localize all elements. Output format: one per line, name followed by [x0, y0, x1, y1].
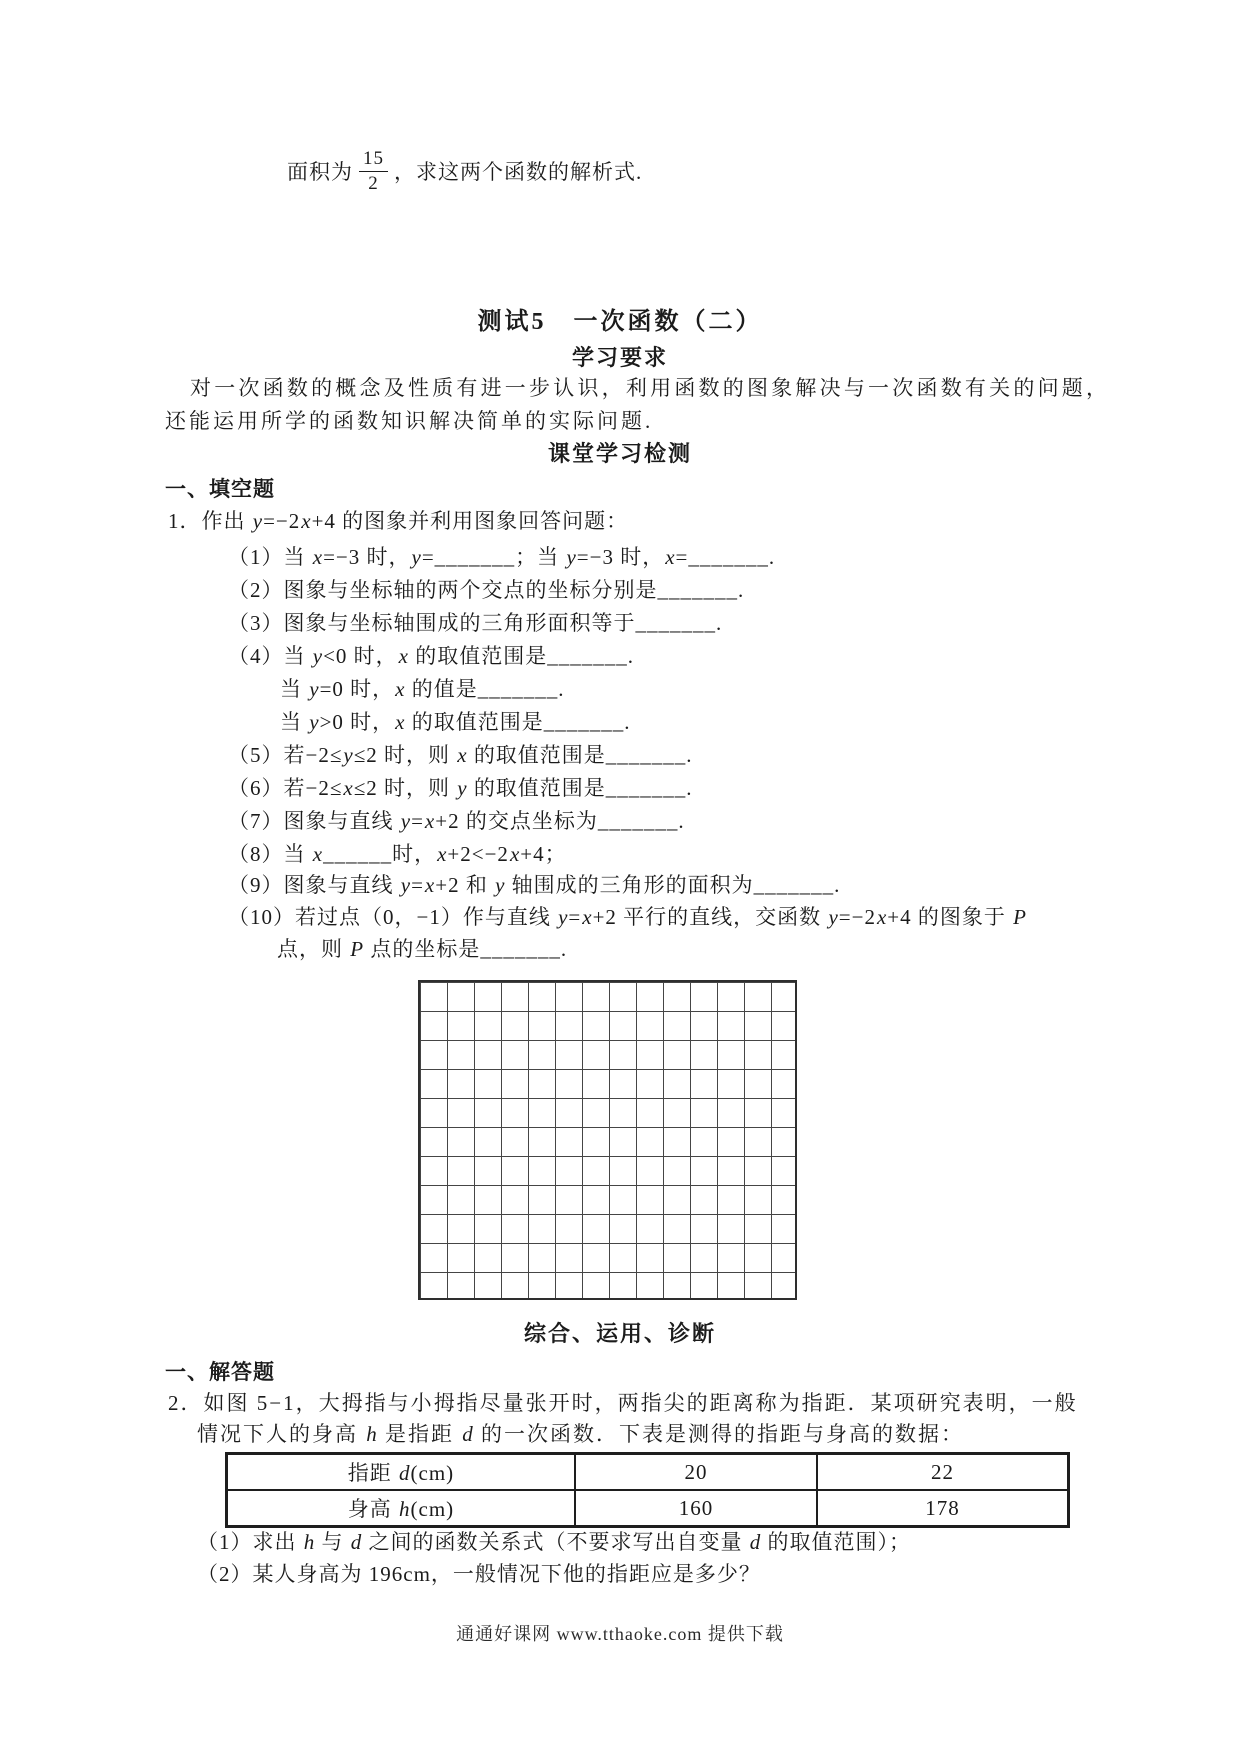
question-2-sub-2: （2）某人身高为 196cm，一般情况下他的指距应是多少？ [197, 1562, 761, 1586]
test-title: 测试5 一次函数（二） [477, 309, 763, 335]
study-requirements-heading: 学习要求 [571, 345, 668, 370]
footer-watermark: 通通好课网 www.tthaoke.com 提供下载 [456, 1624, 784, 1644]
question-1-item-10-cont: 点，则 P 点的坐标是_______. [277, 937, 568, 961]
span-value-1: 20 [575, 1454, 817, 1491]
graph-grid [418, 980, 797, 1300]
table-row-span [227, 1454, 1069, 1491]
row-label-span: 指距 d(cm) [227, 1454, 575, 1491]
fill-in-section-heading: 一、填空题 [165, 477, 275, 501]
height-value-1: 160 [575, 1490, 817, 1527]
question-1-item-9: （9）图象与直线 y=x+2 和 y 轴围成的三角形的面积为_______. [228, 873, 841, 897]
question-1-item-2: （2）图象与坐标轴的两个交点的坐标分别是_______. [228, 578, 745, 602]
question-1-item-6: （6）若−2≤x≤2 时，则 y 的取值范围是_______. [228, 776, 693, 800]
question-1-item-4b: 当 y=0 时，x 的值是_______. [280, 677, 565, 701]
question-1-item-10: （10）若过点（0，−1）作与直线 y=x+2 平行的直线，交函数 y=−2x+4 的图象于 P [228, 905, 1026, 929]
question-1-item-5: （5）若−2≤y≤2 时，则 x 的取值范围是_______. [228, 743, 693, 767]
question-1-item-3: （3）图象与坐标轴围成的三角形面积等于_______. [228, 611, 723, 635]
question-2-line-1: 2．如图 5−1，大拇指与小拇指尽量张开时，两指尖的距离称为指距．某项研究表明，一般 [168, 1391, 1078, 1415]
question-2-sub-1: （1）求出 h 与 d 之间的函数关系式（不要求写出自变量 d 的取值范围）； [197, 1530, 911, 1554]
comprehensive-heading: 综合、运用、诊断 [523, 1321, 716, 1346]
classroom-check-heading: 课堂学习检测 [547, 441, 692, 466]
question-1-item-4: （4）当 y<0 时，x 的取值范围是_______. [228, 644, 634, 668]
question-1-stem: 1．作出 y=−2x+4 的图象并利用图象回答问题： [168, 509, 629, 533]
question-2-line-2: 情况下人的身高 h 是指距 d 的一次函数．下表是测得的指距与身高的数据： [197, 1422, 964, 1446]
intro-suffix: ，求这两个函数的解析式. [394, 160, 643, 184]
fraction-numerator: 15 [359, 148, 388, 172]
question-1-item-4c: 当 y>0 时，x 的取值范围是_______. [280, 710, 631, 734]
question-1-item-8: （8）当 x______时，x+2<−2x+4； [228, 842, 567, 866]
table-row-height [227, 1490, 1069, 1527]
free-response-section-heading: 一、解答题 [165, 1360, 275, 1384]
intro-prefix: 面积为 [287, 160, 353, 184]
row-label-height: 身高 h(cm) [227, 1490, 575, 1527]
question-1-item-1: （1）当 x=−3 时，y=_______；当 y=−3 时，x=_______. [228, 545, 776, 569]
height-value-2: 178 [817, 1490, 1069, 1527]
fraction [359, 148, 388, 195]
fraction-denominator: 2 [368, 172, 379, 194]
study-requirements-paragraph: 对一次函数的概念及性质有进一步认识，利用函数的图象解决与一次函数有关的问题，还能运用所学的函数知识解决简单的实际问题. [165, 376, 1110, 433]
span-value-2: 22 [817, 1454, 1069, 1491]
span-height-table [225, 1452, 1070, 1528]
carryover-problem-line [287, 140, 642, 202]
question-1-item-7: （7）图象与直线 y=x+2 的交点坐标为_______. [228, 809, 685, 833]
